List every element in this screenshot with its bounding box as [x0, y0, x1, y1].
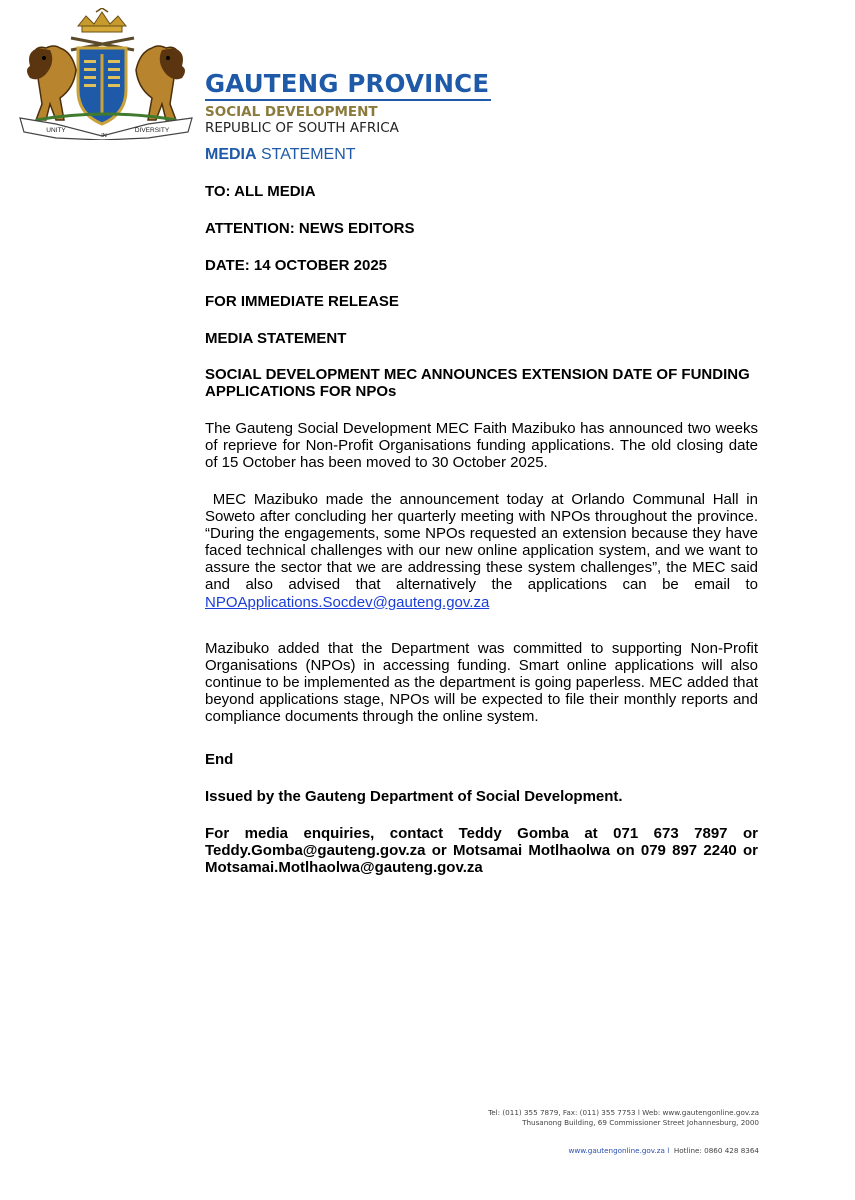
- coat-of-arms-logo: [16, 8, 196, 140]
- motto-right: DIVERSITY: [134, 127, 170, 134]
- end-marker: End: [205, 751, 234, 768]
- statement-label-rest: STATEMENT: [256, 146, 356, 163]
- republic-name: REPUBLIC OF SOUTH AFRICA: [205, 120, 399, 136]
- body-paragraph-2-text: MEC Mazibuko made the announcement today at Orlando Communal Hall in Soweto after concluding her quarterly meeting with NPOs throughout the province. “During the engagements, some NPOs requested an extension because they have faced technical challenges with our new online application system, and we want to assure the sector that we are addressing these system challenges”, the MEC said and also advised that alternatively the applications can be email to: [205, 491, 758, 594]
- motto-left: UNITY: [46, 127, 66, 134]
- footer-hotline: Hotline: 0860 428 8364: [673, 1146, 759, 1155]
- attention-field: ATTENTION: NEWS EDITORS: [205, 220, 415, 237]
- footer-contact: Tel: (011) 355 7879, Fax: (011) 355 7753 l Web: www.gautengonline.gov.za: [488, 1108, 759, 1117]
- media-enquiries: For media enquiries, contact Teddy Gomba at 071 673 7897 or Teddy.Gomba@gauteng.gov.za or Motsamai Motlhaolwa on 079 897 2240 or Motsamai.Motlhaolwa@gauteng.gov.za: [205, 825, 758, 877]
- to-field: TO: ALL MEDIA: [205, 183, 316, 200]
- body-paragraph-2: [205, 491, 758, 611]
- media-statement-heading: MEDIA STATEMENT: [205, 330, 347, 347]
- body-paragraph-1: The Gauteng Social Development MEC Faith Mazibuko has announced two weeks of reprieve for Non-Profit Organisations funding applications. The old closing date of 15 October has been moved to 30 October 2025.: [205, 420, 758, 472]
- motto-mid: IN: [101, 133, 107, 139]
- date-field: DATE: 14 OCTOBER 2025: [205, 257, 387, 274]
- department-name: SOCIAL DEVELOPMENT: [205, 104, 378, 120]
- footer-web: www.gautengonline.gov.za l: [568, 1146, 670, 1155]
- release-field: FOR IMMEDIATE RELEASE: [205, 293, 399, 310]
- npo-applications-email-link[interactable]: NPOApplications.Socdev@gauteng.gov.za: [205, 593, 490, 611]
- province-title: GAUTENG PROVINCE: [205, 69, 490, 98]
- statement-label: [205, 146, 356, 164]
- statement-label-bold: MEDIA: [205, 146, 257, 163]
- footer-web-hotline: [569, 1146, 760, 1155]
- footer-address: Thusanong Building, 69 Commissioner Street Johannesburg, 2000: [522, 1118, 759, 1127]
- letterhead-brand: [205, 70, 491, 137]
- headline: SOCIAL DEVELOPMENT MEC ANNOUNCES EXTENSION DATE OF FUNDING APPLICATIONS FOR NPOs: [205, 366, 750, 401]
- body-paragraph-3: Mazibuko added that the Department was committed to supporting Non-Profit Organisations (NPOs) in accessing funding. Smart online applications will also continue to be implemented as the department is going paperless. MEC added that beyond applications stage, NPOs will be expected to file their monthly reports and compliance documents through the online system.: [205, 640, 758, 726]
- brand-divider: [205, 99, 491, 101]
- issued-by: Issued by the Gauteng Department of Social Development.: [205, 788, 623, 805]
